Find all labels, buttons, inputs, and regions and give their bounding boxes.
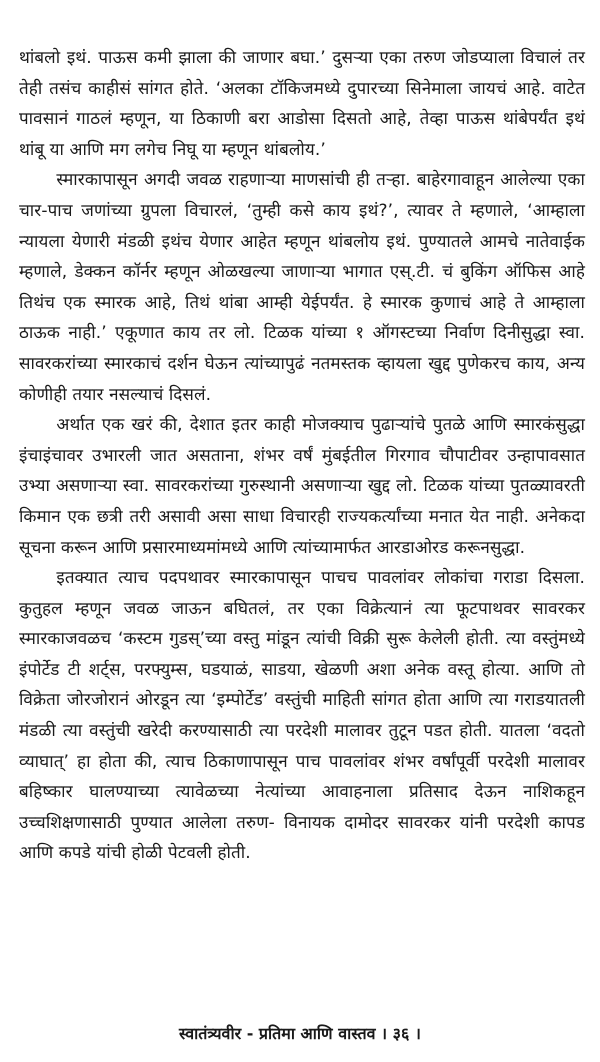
paragraph-3: अर्थात एक खरं की, देशात इतर काही मोजक्याच पुढाऱ्यांचे पुतळे आणि स्मारकंसुद्धा इंचाइंचावर उभारली जात असताना, शंभर वर्षं मुंबईतील गिरगाव चौपाटीवर उन्हापावसात उभ्या असणाऱ्या स्वा. सावरकरांच्या गुरुस्थानी असणाऱ्या खुद्द लो. टिळक यांच्या पुतळ्यावरती किमान एक छत्री तरी असावी असा साधा विचारही राज्यकर्त्यांच्या मनात येत नाही. अनेकदा सूचना करून आणि प्रसारमाध्यमांमध्ये आणि त्यांच्यामार्फत आरडाओरड करूनसुद्धा. <box>19 415 585 558</box>
paragraph-4: इतक्यात त्याच पदपथावर स्मारकापासून पाचच पावलांवर लोकांचा गराडा दिसला. कुतुहल म्हणून जवळ जाऊन बघितलं, तर एका विक्रेत्यानं त्या फूटपाथवर सावरकर स्मारकाजवळच ‘कस्टम गुडस्’च्या वस्तु मांडून त्यांची विक्री सुरू केलेली होती. त्या वस्तुंमध्ये इंपोर्टेड टी शर्ट्स, परफ्युम्स, घडयाळं, साडया, खेळणी अशा अनेक वस्तू होत्या. आणि तो विक्रेता जोरजोरानं ओरडून त्या ‘इम्पोर्टेड’ वस्तुंची माहिती सांगत होता आणि त्या गराडयातली मंडळी त्या वस्तुंची खरेदी करण्यासाठी त्या परदेशी मालावर तुटून पडत होती. यातला ‘वदतो व्याघात्’ हा होता की, त्याच ठिकाणापासून पाच पावलांवर शंभर वर्षांपूर्वी परदेशी मालावर बहिष्कार घालण्याच्या त्यावेळच्या नेत्यांच्या आवाहनाला प्रतिसाद देऊन नाशिकहून उच्चशिक्षणासाठी पुण्यात आलेला तरुण- विनायक दामोदर सावरकर यांनी परदेशी कापड आणि कपडे यांची होळी पेटवली होती. <box>19 568 585 864</box>
paragraph-2: स्मारकापासून अगदी जवळ राहणाऱ्या माणसांची ही तऱ्हा. बाहेरगावाहून आलेल्या एका चार-पाच जणांच्या ग्रुपला विचारलं, ‘तुम्ही कसे काय इथं?’, त्यावर ते म्हणाले, ‘आम्हाला न्यायला येणारी मंडळी इथंच येणार आहेत म्हणून थांबलोय इथं. पुण्यातले आमचे नातेवाईक म्हणाले, डेक्कन कॉर्नर म्हणून ओळखल्या जाणाऱ्या भागात एस्.टी. चं बुकिंग ऑफिस आहे तिथंच एक स्मारक आहे, तिथं थांबा आम्ही येईपर्यंत. हे स्मारक कुणाचं आहे ते आम्हाला ठाऊक नाही.’ एकूणात काय तर लो. टिळक यांच्या १ ऑगस्टच्या निर्वाण दिनीसुद्धा स्वा. सावरकरांच्या स्मारकाचं दर्शन घेऊन त्यांच्यापुढं नतमस्तक व्हायला खुद्द पुणेकरच काय, अन्य कोणीही तयार नसल्याचं दिसलं. <box>19 170 585 405</box>
page-footer: स्वातंत्र्यवीर - प्रतिमा आणि वास्तव । ३६ । <box>179 1024 421 1043</box>
paragraph-1: थांबलो इथं. पाऊस कमी झाला की जाणार बघा.’ दुसऱ्या एका तरुण जोडप्याला विचालं तर तेही तसंच काहीसं सांगत होते. ‘अलका टॉकिजमध्ये दुपारच्या सिनेमाला जायचं आहे. वाटेत पावसानं गाठलं म्हणून, या ठिकाणी बरा आडोसा दिसतो आहे, तेव्हा पाऊस थांबेपर्यंत इथं थांबू या आणि मग लगेच निघू या म्हणून थांबलोय.’ <box>19 48 585 160</box>
page-body <box>19 43 585 869</box>
